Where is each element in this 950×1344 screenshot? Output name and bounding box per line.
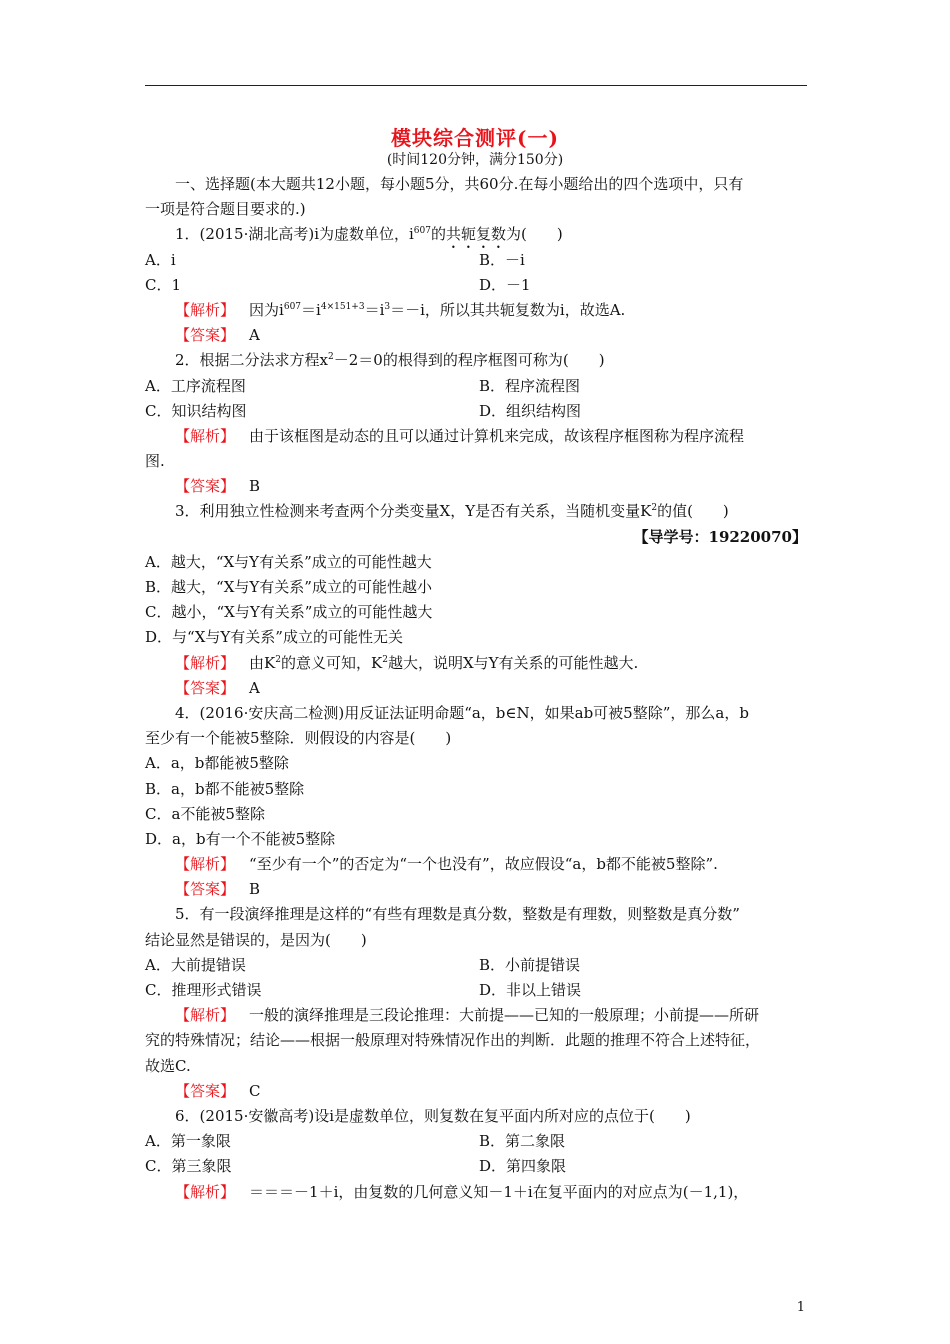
answer-label: 【 答案 】 [175,679,235,697]
question-2-analysis-cont: 图. [145,452,165,471]
question-1-options-row-2 [145,273,807,298]
option-c: C．推理形式错误 [145,981,262,999]
question-2-analysis: 【 解析 】 由于该框图是动态的且可以通过计算机来完成，故该程序框图称为程序流程 [145,424,807,449]
answer-label: 【 答案 】 [175,326,235,344]
option-d: D．a，b有一个不能被5整除 [145,829,336,848]
question-2-options-row-1 [145,374,807,399]
question-5-analysis: 【 解析 】 一般的演绎推理是三段论推理：大前提——已知的一般原理；小前提——所研 [145,1003,807,1028]
page-subtitle: (时间120分钟，满分150分) [386,152,564,168]
question-2-answer: 【 答案 】 B [145,474,807,499]
option-d: D．－1 [479,275,531,294]
question-3-stem: 3．利用独立性检测来考查两个分类变量X，Y是否有关系，当随机变量$K^2$的值( ) [175,502,729,521]
option-a: A．i [145,250,176,269]
option-d: D．非以上错误 [479,981,582,999]
analysis-label: 【 解析 】 [175,1006,235,1024]
section-intro-line-2: 一项是符合题目要求的.) [145,200,306,219]
question-1-analysis: 【 解析 】 因为$i^{607}=i^{4\times 151+3}=i^3=-i$，所以其共轭复数为i，故选A. [145,298,807,323]
option-d: D．第四象限 [479,1157,567,1176]
analysis-label: 【 解析 】 [175,301,235,319]
question-2-stem: 2．根据二分法求方程$x^2-2=0$的根得到的程序框图可称为( ) [175,351,605,370]
header-rule [145,85,807,86]
guide-number: 【导学号：19220070】 [633,527,807,546]
document-body [145,172,807,1205]
page-title: 模块综合测评(一) [391,126,559,150]
answer-label: 【 答案 】 [175,477,235,495]
question-4-stem: 4．(2016·安庆高二检测)用反证法证明命题“a，b∈N，如果ab可被5整除”，那么a，b [175,703,749,722]
option-b: B．a，b都不能被5整除 [145,779,305,798]
page-number: 1 [796,1300,805,1315]
question-2-options-row-2 [145,399,807,424]
question-3-answer: 【 答案 】 A [145,676,807,701]
question-5-options-row-2 [145,978,807,1003]
option-d: D．与“X与Y有关系”成立的可能性无关 [145,628,403,647]
option-a: A．第一象限 [145,1132,231,1151]
option-b: B．第二象限 [479,1132,566,1151]
question-1-stem: 1．(2015·湖北高考)i为虚数单位，$i^{607}$的共轭复数为( ) [175,225,563,244]
option-b: B．－i [479,250,525,269]
question-1-options-row-1 [145,248,807,273]
analysis-label: 【 解析 】 [175,855,235,873]
option-b: B．小前提错误 [479,955,581,974]
question-6-analysis: 【 解析 】 ＝＝＝－1＋i，由复数的几何意义知－1＋i在复平面内的对应点为(－1,1)， [145,1180,807,1205]
option-c: C．1 [145,275,182,294]
option-a: A．越大，“X与Y有关系”成立的可能性越大 [145,552,432,571]
option-c: C．第三象限 [145,1157,232,1176]
option-a: A．大前提错误 [145,955,246,974]
question-5-answer: 【 答案 】 C [145,1079,807,1104]
option-d: D．组织结构图 [479,401,582,420]
option-b: B．越大，“X与Y有关系”成立的可能性越小 [145,578,432,596]
analysis-label: 【 解析 】 [175,1183,235,1201]
question-5-analysis-cont-1: 究的特殊情况；结论——根据一般原理对特殊情况作出的判断．此题的推理不符合上述特征， [145,1031,761,1050]
answer-label: 【 答案 】 [175,880,235,898]
option-c: C．知识结构图 [145,401,247,420]
question-6-options-row-1 [145,1129,807,1154]
option-a: A．工序流程图 [145,376,246,395]
answer-label: 【 答案 】 [175,1082,235,1100]
option-c: C．a不能被5整除 [145,804,265,823]
question-5-stem: 5．有一段演绎推理是这样的“有些有理数是真分数，整数是有理数，则整数是真分数” [175,905,740,924]
question-3-analysis: 【 解析 】 由$K^2$的意义可知，$K^2$越大，说明X与Y有关系的可能性越大. [145,651,807,676]
question-6-options-row-2 [145,1154,807,1179]
question-1-answer: 【 答案 】 A [145,323,807,348]
question-5-options-row-1 [145,953,807,978]
analysis-label: 【 解析 】 [175,654,235,672]
option-a: A．a，b都能被5整除 [145,754,289,773]
option-b: B．程序流程图 [479,376,581,395]
analysis-label: 【 解析 】 [175,427,235,445]
question-5-stem-cont: 结论显然是错误的，是因为( ) [145,930,367,949]
question-4-analysis: 【 解析 】 “至少有一个”的否定为“一个也没有”，故应假设“a，b都不能被5整除”. [145,852,807,877]
option-c: C．越小，“X与Y有关系”成立的可能性越大 [145,603,433,622]
question-6-stem: 6．(2015·安徽高考)设i是虚数单位，则复数在复平面内所对应的点位于( ) [175,1106,691,1125]
question-4-answer: 【 答案 】 B [145,877,807,902]
question-5-analysis-cont-2: 故选C. [145,1056,191,1075]
question-4-stem-cont: 至少有一个能被5整除．则假设的内容是( ) [145,729,452,748]
section-intro-line-1: 一、选择题(本大题共12小题，每小题5分，共60分.在每小题给出的四个选项中，只有 [175,175,744,193]
